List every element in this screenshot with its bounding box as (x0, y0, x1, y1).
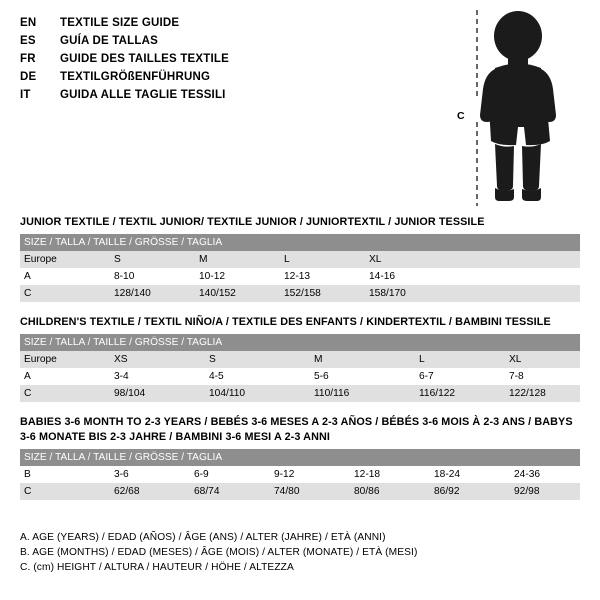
language-title: TEXTILGRÖßENFÜHRUNG (60, 71, 211, 83)
cell-label: C (20, 385, 110, 402)
cell-value: 4-5 (205, 368, 310, 385)
language-row-es (20, 32, 450, 50)
table-row (20, 385, 580, 402)
section-title: JUNIOR TEXTILE / TEXTIL JUNIOR/ TEXTILE JUNIOR / JUNIORTEXTIL / JUNIOR TESSILE (20, 216, 485, 228)
cell-value: 6-9 (190, 466, 270, 483)
cell-value: 152/158 (280, 285, 365, 302)
legend-line-b: B. AGE (MONTHS) / EDAD (MESES) / ÂGE (MOIS) / ALTER (MONATE) / ETÀ (MESI) (20, 547, 418, 558)
cell-value: L (415, 351, 505, 368)
cell-value: 86/92 (430, 483, 510, 500)
cell-value: 10-12 (195, 268, 280, 285)
cell-value: 110/116 (310, 385, 415, 402)
cell-value: 3-6 (110, 466, 190, 483)
section-junior (20, 215, 580, 302)
cell-label: Europe (20, 351, 110, 368)
cell-value: 6-7 (415, 368, 505, 385)
table-row (20, 351, 580, 368)
language-row-en (20, 14, 450, 32)
cell-value: 62/68 (110, 483, 190, 500)
cell-value: 122/128 (505, 385, 580, 402)
cell-value: S (110, 251, 195, 268)
cell-value: M (310, 351, 415, 368)
cell-label: A (20, 368, 110, 385)
cell-value: 116/122 (415, 385, 505, 402)
language-row-it (20, 86, 450, 104)
cell-value: 24-36 (510, 466, 580, 483)
cell-value: 104/110 (205, 385, 310, 402)
section-title: CHILDREN'S TEXTILE / TEXTIL NIÑO/A / TEXTILE DES ENFANTS / KINDERTEXTIL / BAMBINI TESSILE (20, 316, 551, 328)
language-title-list (20, 14, 450, 104)
table-header-label: SIZE / TALLA / TAILLE / GRÖSSE / TAGLIA (20, 449, 580, 466)
legend (20, 530, 580, 575)
section-children (20, 315, 580, 402)
table-header-row (20, 449, 580, 466)
language-title: TEXTILE SIZE GUIDE (60, 17, 180, 29)
cell-label: B (20, 466, 110, 483)
table-row (20, 483, 580, 500)
cell-value: 5-6 (310, 368, 415, 385)
language-title: GUÍA DE TALLAS (60, 35, 158, 47)
cell-value: 9-12 (270, 466, 350, 483)
cell-value: XL (365, 251, 580, 268)
cell-label: C (20, 483, 110, 500)
cell-value: L (280, 251, 365, 268)
cell-value: 98/104 (110, 385, 205, 402)
table-header-row (20, 334, 580, 351)
cell-value: 80/86 (350, 483, 430, 500)
cell-value: M (195, 251, 280, 268)
section-title: BABIES 3-6 MONTH TO 2-3 YEARS / BEBÉS 3-6 MESES A 2-3 AÑOS / BÉBÉS 3-6 MOIS À 2-3 ANS / BABYS 3-6 MONATE BIS 2-3 JAHRE / BAMBINI 3-6 MESI A 2-3 ANNI (20, 416, 573, 443)
language-code: EN (20, 17, 37, 29)
cell-value: 14-16 (365, 268, 580, 285)
cell-value: S (205, 351, 310, 368)
table-header-label: SIZE / TALLA / TAILLE / GRÖSSE / TAGLIA (20, 234, 580, 251)
language-code: ES (20, 35, 36, 47)
cell-value: 128/140 (110, 285, 195, 302)
cell-value: 92/98 (510, 483, 580, 500)
cell-value: 8-10 (110, 268, 195, 285)
cell-value: XS (110, 351, 205, 368)
cell-value: 74/80 (270, 483, 350, 500)
legend-line-a: A. AGE (YEARS) / EDAD (AÑOS) / ÂGE (ANS) / ALTER (JAHRE) / ETÀ (ANNI) (20, 532, 386, 543)
cell-value: 12-18 (350, 466, 430, 483)
table-header-label: SIZE / TALLA / TAILLE / GRÖSSE / TAGLIA (20, 334, 580, 351)
measurement-label-c: C (457, 110, 465, 122)
cell-value: 158/170 (365, 285, 580, 302)
cell-value: 3-4 (110, 368, 205, 385)
cell-label: C (20, 285, 110, 302)
size-table-children (20, 334, 580, 402)
cell-value: 18-24 (430, 466, 510, 483)
language-title: GUIDA ALLE TAGLIE TESSILI (60, 89, 226, 101)
cell-value: 68/74 (190, 483, 270, 500)
size-table-babies (20, 449, 580, 500)
legend-line-c: C. (cm) HEIGHT / ALTURA / HAUTEUR / HÖHE / ALTEZZA (20, 562, 294, 573)
language-row-de (20, 68, 450, 86)
table-row (20, 368, 580, 385)
table-row (20, 466, 580, 483)
language-code: IT (20, 89, 31, 101)
section-babies (20, 415, 580, 500)
figure-toddler (455, 6, 590, 211)
cell-label: A (20, 268, 110, 285)
language-title: GUIDE DES TAILLES TEXTILE (60, 53, 229, 65)
cell-value: 140/152 (195, 285, 280, 302)
table-row (20, 285, 580, 302)
toddler-silhouette-icon (455, 6, 590, 211)
cell-value: XL (505, 351, 580, 368)
language-row-fr (20, 50, 450, 68)
table-row (20, 268, 580, 285)
table-row (20, 251, 580, 268)
cell-value: 7-8 (505, 368, 580, 385)
language-code: FR (20, 53, 36, 65)
table-header-row (20, 234, 580, 251)
cell-label: Europe (20, 251, 110, 268)
language-code: DE (20, 71, 37, 83)
size-table-junior (20, 234, 580, 302)
cell-value: 12-13 (280, 268, 365, 285)
